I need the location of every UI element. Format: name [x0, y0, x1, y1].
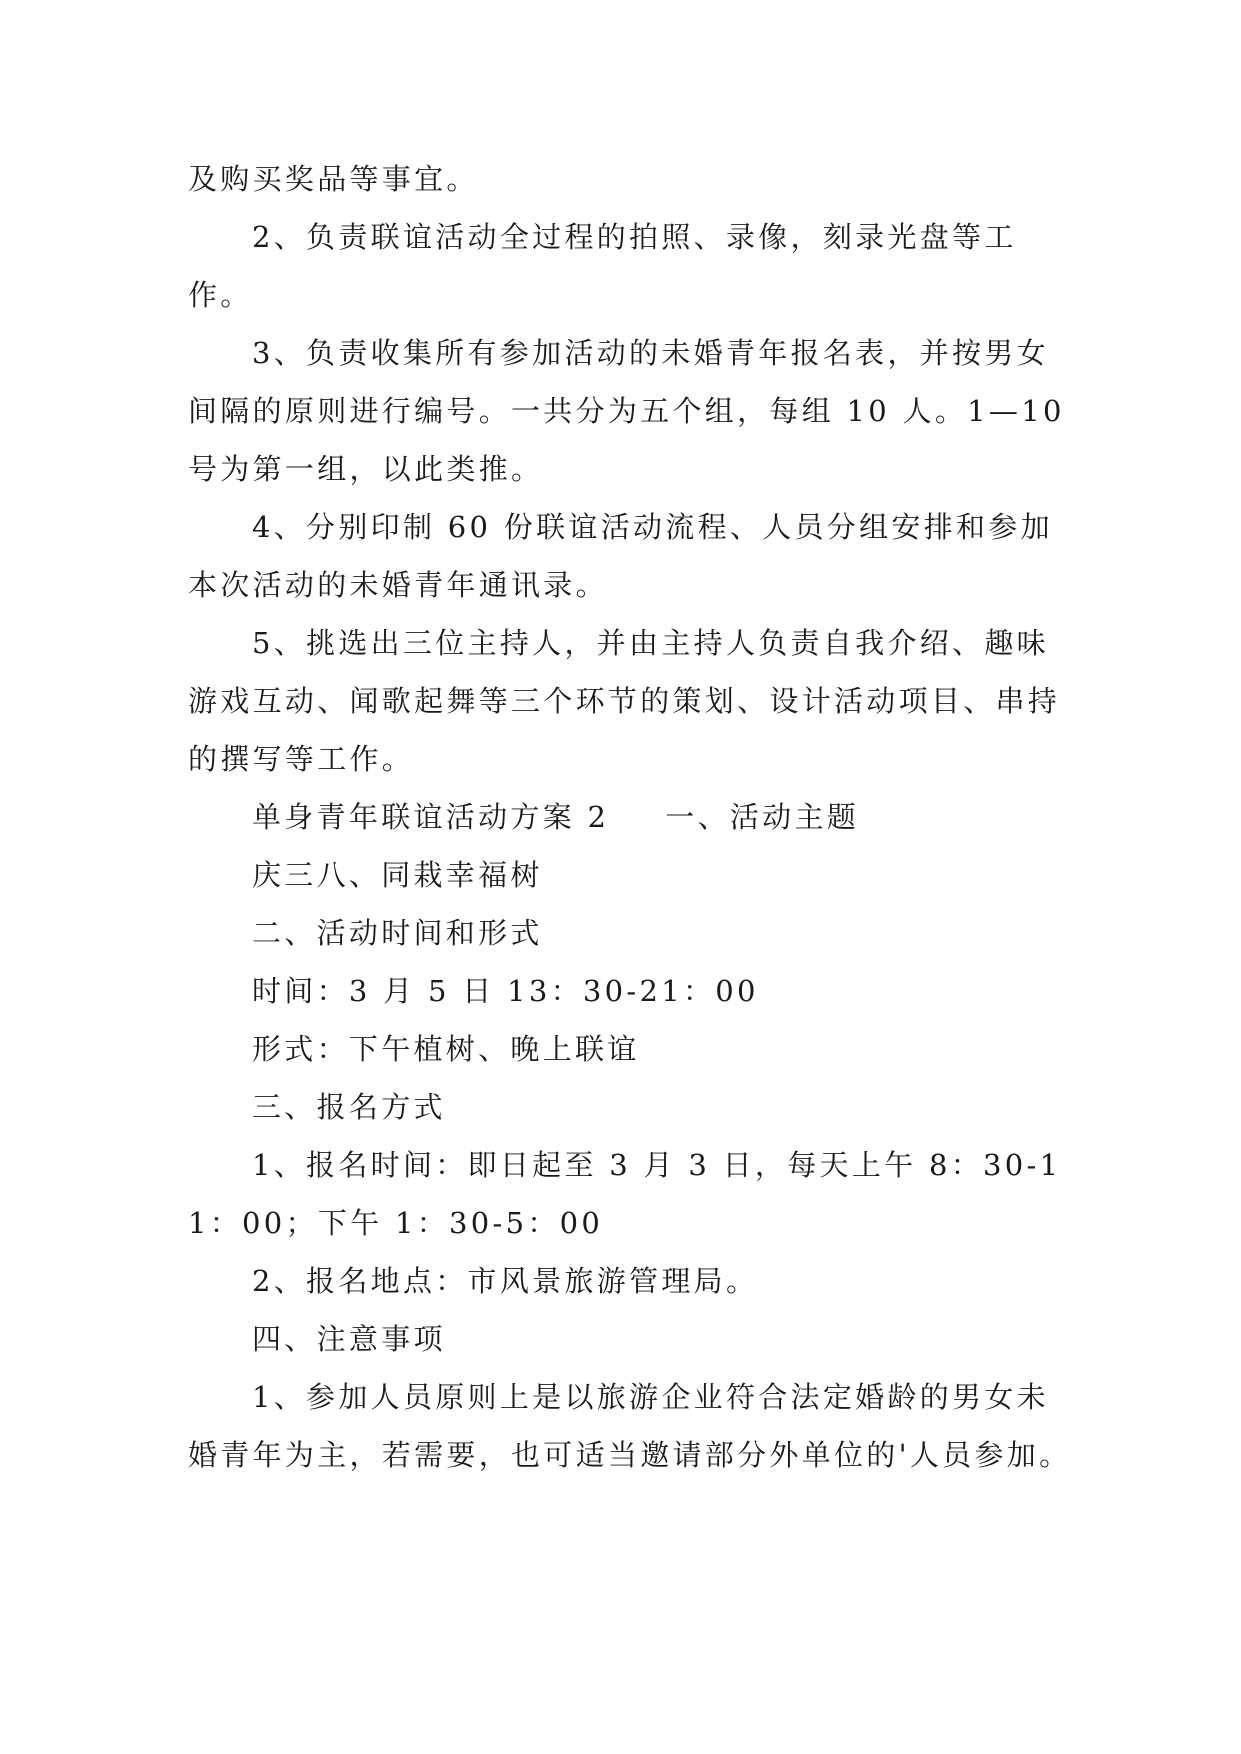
paragraph-item-3: 3、负责收集所有参加活动的未婚青年报名表，并按男女间隔的原则进行编号。一共分为五个组，每组 10 人。1—10 号为第一组，以此类推。 — [188, 336, 1065, 486]
heading-registration: 三、报名方式 — [252, 1090, 446, 1124]
paragraph-item-2: 2、负责联谊活动全过程的拍照、录像，刻录光盘等工作。 — [188, 220, 1017, 312]
paragraph-registration-time: 1、报名时间：即日起至 3 月 3 日，每天上午 8：30-11：00；下午 1：30-5：00 — [188, 1148, 1062, 1240]
document-body — [188, 150, 1078, 1484]
heading-notes: 四、注意事项 — [252, 1322, 446, 1356]
line-theme: 庆三八、同栽幸福树 — [252, 858, 543, 892]
line-registration-place: 2、报名地点：市风景旅游管理局。 — [252, 1264, 759, 1298]
paragraph-notes-1: 1、参加人员原则上是以旅游企业符合法定婚龄的男女未婚青年为主，若需要，也可适当邀请部分外单位的'人员参加。 — [188, 1380, 1072, 1472]
paragraph-continued: 及购买奖品等事宜。 — [188, 162, 479, 196]
line-time: 时间：3 月 5 日 13：30-21：00 — [252, 974, 759, 1008]
paragraph-item-4: 4、分别印制 60 份联谊活动流程、人员分组安排和参加本次活动的未婚青年通讯录。 — [188, 510, 1053, 602]
line-form: 形式：下午植树、晚上联谊 — [252, 1032, 640, 1066]
section-heading-1: 一、活动主题 — [665, 800, 860, 834]
paragraph-item-5: 5、挑选出三位主持人，并由主持人负责自我介绍、趣味游戏互动、闻歌起舞等三个环节的策划、设计活动项目、串持的撰写等工作。 — [188, 626, 1061, 776]
heading-time-form: 二、活动时间和形式 — [252, 916, 543, 950]
section-title: 单身青年联谊活动方案 2 — [252, 800, 610, 834]
section-title-line — [188, 788, 1078, 846]
